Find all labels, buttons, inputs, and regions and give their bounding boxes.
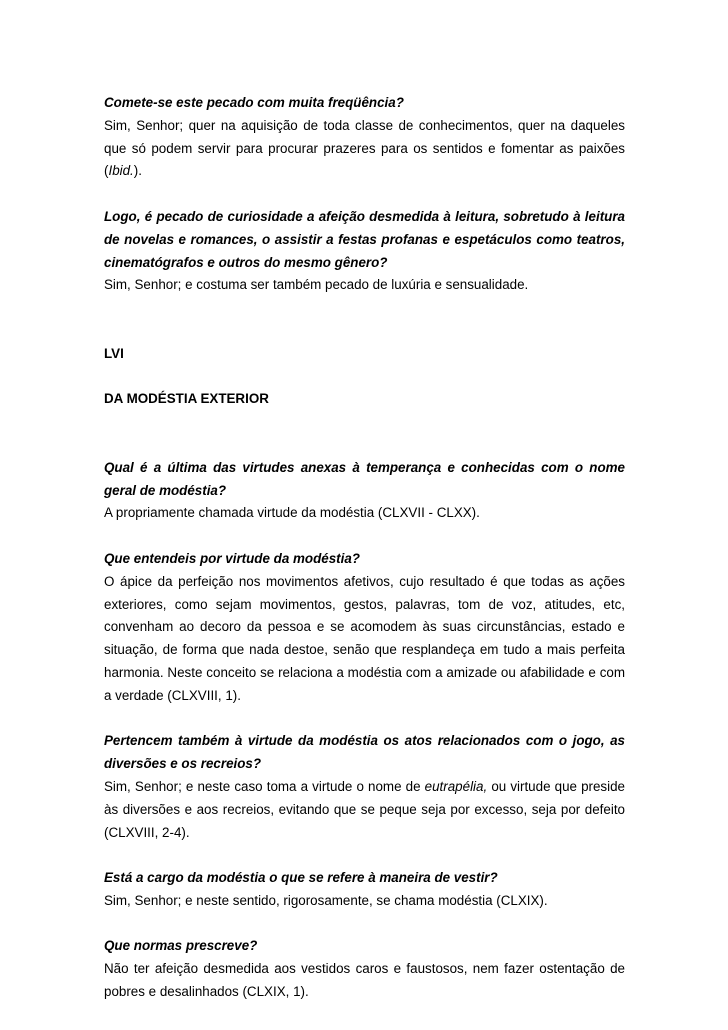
document-page <box>104 92 625 1004</box>
answer-text: Não ter afeição desmedida aos vestidos caros e faustosos, nem fazer ostentação de pobres e desalinhados (CLXIX, 1). <box>104 961 625 1000</box>
question-text: Pertencem também à virtude da modéstia os atos relacionados com o jogo, as diversões e os recreios? <box>104 733 625 772</box>
chapter-number: LVI <box>104 345 124 361</box>
paragraph-spacer <box>104 525 625 548</box>
question-text: Que entendeis por virtude da modéstia? <box>104 550 360 566</box>
answer-text-part: Sim, Senhor; e neste caso toma a virtude o nome de <box>104 778 425 794</box>
answer-italic-text: Ibid. <box>108 163 134 179</box>
answer-text: Sim, Senhor; e neste sentido, rigorosamente, se chama modéstia (CLXIX). <box>104 892 548 908</box>
paragraph-spacer <box>104 183 625 206</box>
answer-text: O ápice da perfeição nos movimentos afetivos, cujo resultado é que todas as ações exteriores, como sejam movimentos, gestos, palavras, tom de voz, atitudes, etc, convenham ao decoro da pessoa e se acomodem às suas circunstâncias, estado e situação, de forma que nada destoe, senão que resplandeça em tudo a mais perfeita harmonia. Neste conceito se relaciona a modéstia com a amizade ou afabilidade e com a verdade (CLXVIII, 1). <box>104 573 625 703</box>
question-text: Logo, é pecado de curiosidade a afeição desmedida à leitura, sobretudo à leitura de novelas e romances, o assistir a festas profanas e espetáculos como teatros, cinematógrafos e outros do mesmo gênero? <box>104 208 625 270</box>
question-text: Está a cargo da modéstia o que se refere à maneira de vestir? <box>104 870 498 886</box>
answer-text: A propriamente chamada virtude da modéstia (CLXVII - CLXX). <box>104 505 480 521</box>
paragraph-spacer <box>104 366 625 389</box>
paragraph-spacer <box>104 411 625 457</box>
answer-text-part: Sim, Senhor; quer na aquisição de toda classe de conhecimentos, quer na daqueles que só podem servir para procurar prazeres para os sentidos e fomentar as paixões ( <box>104 117 625 179</box>
paragraph-spacer <box>104 844 625 867</box>
question-text: Comete-se este pecado com muita freqüência? <box>104 95 404 110</box>
answer-text <box>104 115 625 183</box>
paragraph-spacer <box>104 297 625 343</box>
answer-italic-text: eutrapélia, <box>424 778 488 794</box>
answer-text: Sim, Senhor; e costuma ser também pecado de luxúria e sensualidade. <box>104 277 529 293</box>
question-text: Qual é a última das virtudes anexas à temperança e conhecidas com o nome geral de modéstia? <box>104 459 625 498</box>
answer-text <box>104 776 625 844</box>
paragraph-spacer <box>104 708 625 731</box>
answer-text-part: ou virtude que preside às diversões e aos recreios, evitando que se peque seja por excesso, seja por defeito (CLXVIII, 2-4). <box>104 778 625 840</box>
paragraph-spacer <box>104 913 625 936</box>
chapter-title: DA MODÉSTIA EXTERIOR <box>104 391 269 407</box>
question-text: Que normas prescreve? <box>104 938 258 954</box>
answer-text-part: ). <box>133 163 142 179</box>
